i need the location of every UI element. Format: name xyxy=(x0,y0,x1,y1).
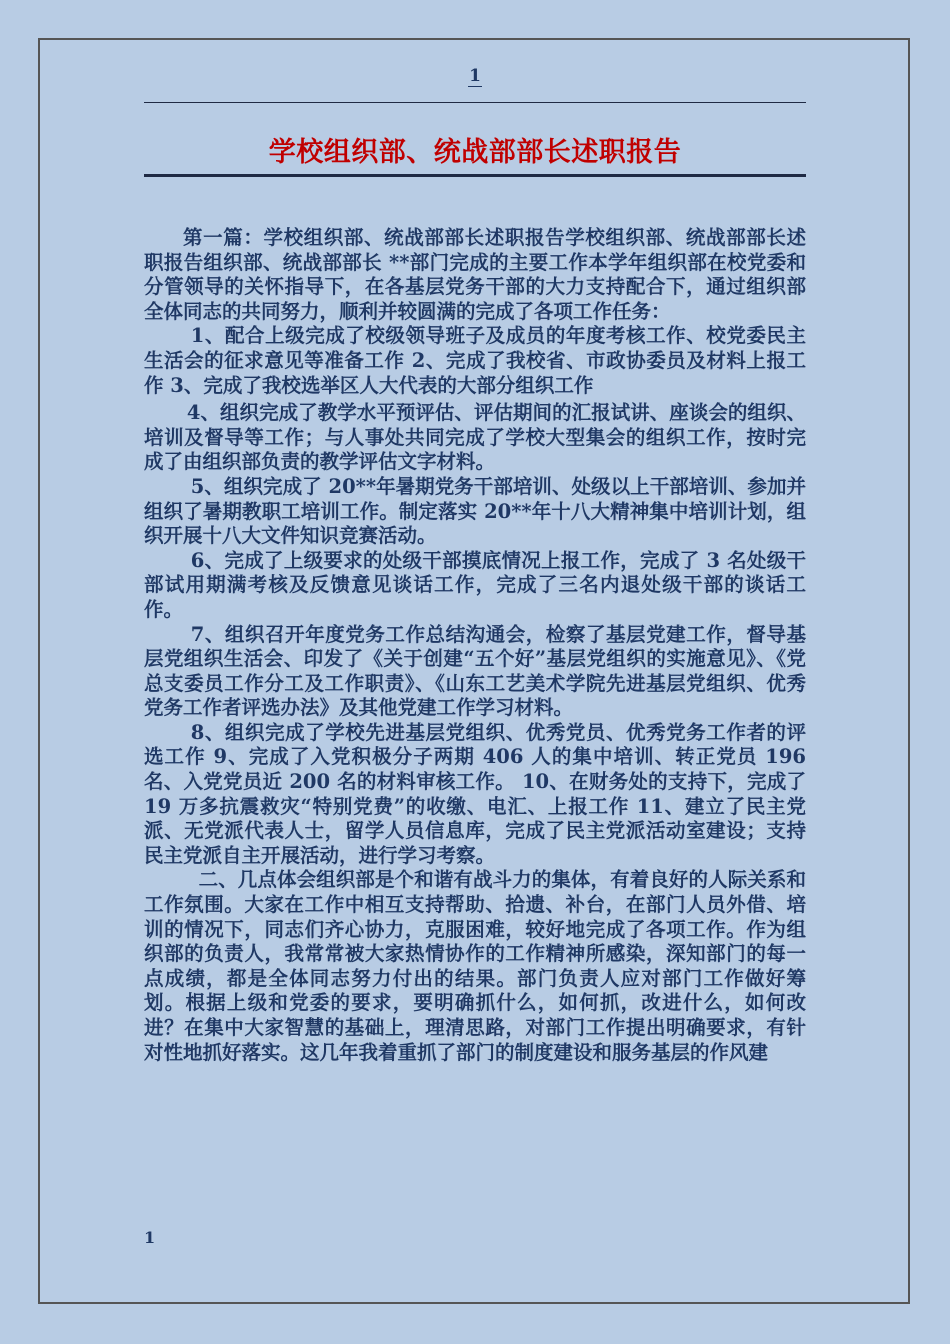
footer-page-number: 1 xyxy=(144,1228,156,1247)
header-page-number: 1 xyxy=(469,66,481,86)
document-title: 学校组织部、统战部部长述职报告 xyxy=(268,137,682,168)
paragraph: 4、组织完成了教学水平预评估、评估期间的汇报试讲、座谈会的组织、培训及督导等工作；与人事处共同完成了学校大型集会的组织工作，按时完成了由组织部负责的教学评估文字材料。 xyxy=(144,401,806,474)
header-rule xyxy=(144,102,806,103)
paragraph: 7、组织召开年度党务工作总结沟通会，检察了基层党建工作，督导基层党组织生活会、印发了《关于创建“五个好”基层党组织的实施意见》、《党总支委员工作分工及工作职责》、《山东工艺美术学院先进基层党组织、优秀党务工作者评选办法》及其他党建工作学习材料。 xyxy=(144,622,806,720)
paragraph: 第一篇：学校组织部、统战部部长述职报告学校组织部、统战部部长述职报告组织部、统战部部长 **部门完成的主要工作本学年组织部在校党委和分管领导的关怀指导下，在各基层党务干部的大力支持配合下，通过组织部全体同志的共同努力，顺利并较圆满的完成了各项工作任务： xyxy=(144,226,806,323)
document-body xyxy=(144,226,806,1065)
paragraph: 1、配合上级完成了校级领导班子及成员的年度考核工作、校党委民主生活会的征求意见等准备工作 2、完成了我校省、市政协委员及材料上报工作 3、完成了我校选举区人大代表的大部分组织工作 xyxy=(144,324,806,397)
paragraph: 5、组织完成了 20**年暑期党务干部培训、处级以上干部培训、参加并组织了暑期教职工培训工作。制定落实 20**年十八大精神集中培训计划，组织开展十八大文件知识竞赛活动。 xyxy=(144,474,806,548)
paragraph: 6、完成了上级要求的处级干部摸底情况上报工作，完成了 3 名处级干部试用期满考核及反馈意见谈话工作，完成了三名内退处级干部的谈话工作。 xyxy=(144,548,806,621)
title-rule xyxy=(144,174,806,177)
paragraph: 二、几点体会组织部是个和谐有战斗力的集体，有着良好的人际关系和工作氛围。大家在工作中相互支持帮助、拾遗、补台，在部门人员外借、培训的情况下，同志们齐心协力，克服困难，较好地完成了各项工作。作为组织部的负责人，我常常被大家热情协作的工作精神所感染，深知部门的每一点成绩，都是全体同志努力付出的结果。部门负责人应对部门工作做好筹划。根据上级和党委的要求，要明确抓什么，如何抓，改进什么，如何改进？在集中大家智慧的基础上，理清思路，对部门工作提出明确要求，有针对性地抓好落实。这几年我着重抓了部门的制度建设和服务基层的作风建 xyxy=(144,868,806,1064)
paragraph: 8、组织完成了学校先进基层党组织、优秀党员、优秀党务工作者的评选工作 9、完成了入党积极分子两期 406 人的集中培训、转正党员 196 名、入党党员近 200 名的材料审核工作。 10、在财务处的支持下，完成了 19 万多抗震救灾“特别党费”的收缴、电汇、上报工作 11、建立了民主党派、无党派代表人士，留学人员信息库，完成了民主党派活动室建设；支持民主党派自主开展活动，进行学习考察。 xyxy=(144,720,806,867)
